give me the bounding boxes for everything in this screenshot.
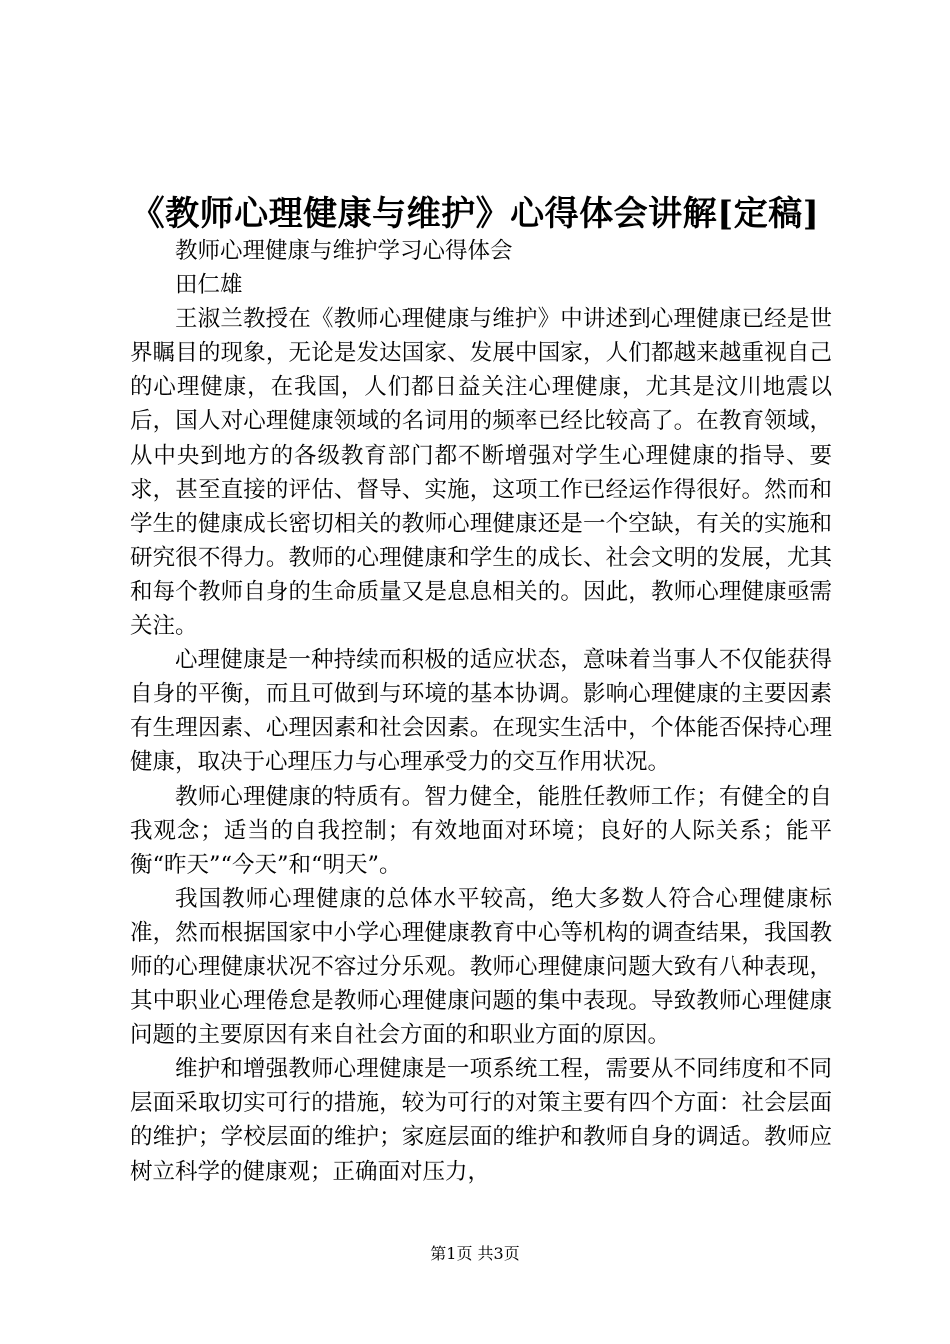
paragraph: 维护和增强教师心理健康是一项系统工程，需要从不同纬度和不同层面采取切实可行的措施，较为可行的对策主要有四个方面：社会层面的维护；学校层面的维护；家庭层面的维护和教师自身的调适。教师应树立科学的健康观；正确面对压力， [130, 1056, 832, 1185]
page-footer: 第1页 共3页 [430, 1244, 520, 1263]
subtitle-line: 教师心理健康与维护学习心得体会 [175, 238, 513, 264]
document-title: 《教师心理健康与维护》心得体会讲解[定稿] [130, 194, 820, 234]
author-line: 田仁雄 [175, 272, 243, 299]
document-body [130, 234, 832, 1189]
paragraph: 教师心理健康的特质有。智力健全，能胜任教师工作；有健全的自我观念；适当的自我控制；有效地面对环境；良好的人际关系；能平衡“昨天”“今天”和“明天”。 [130, 783, 832, 878]
paragraph: 王淑兰教授在《教师心理健康与维护》中讲述到心理健康已经是世界瞩目的现象，无论是发达国家、发展中国家，人们都越来越重视自己的心理健康，在我国，人们都日益关注心理健康，尤其是汶川地震以后，国人对心理健康领域的名词用的频率已经比较高了。在教育领域，从中央到地方的各级教育部门都不断增强对学生心理健康的指导、要求，甚至直接的评估、督导、实施，这项工作已经运作得很好。然而和学生的健康成长密切相关的教师心理健康还是一个空缺，有关的实施和研究很不得力。教师的心理健康和学生的成长、社会文明的发展，尤其和每个教师自身的生命质量又是息息相关的。因此，教师心理健康亟需关注。 [130, 306, 832, 640]
paragraph: 我国教师心理健康的总体水平较高，绝大多数人符合心理健康标准，然而根据国家中小学心理健康教育中心等机构的调查结果，我国教师的心理健康状况不容过分乐观。教师心理健康问题大致有八种表现，其中职业心理倦怠是教师心理健康问题的集中表现。导致教师心理健康问题的主要原因有来自社会方面的和职业方面的原因。 [130, 885, 832, 1049]
paragraph: 心理健康是一种持续而积极的适应状态，意味着当事人不仅能获得自身的平衡，而且可做到与环境的基本协调。影响心理健康的主要因素有生理因素、心理因素和社会因素。在现实生活中，个体能否保持心理健康，取决于心理压力与心理承受力的交互作用状况。 [130, 647, 832, 776]
